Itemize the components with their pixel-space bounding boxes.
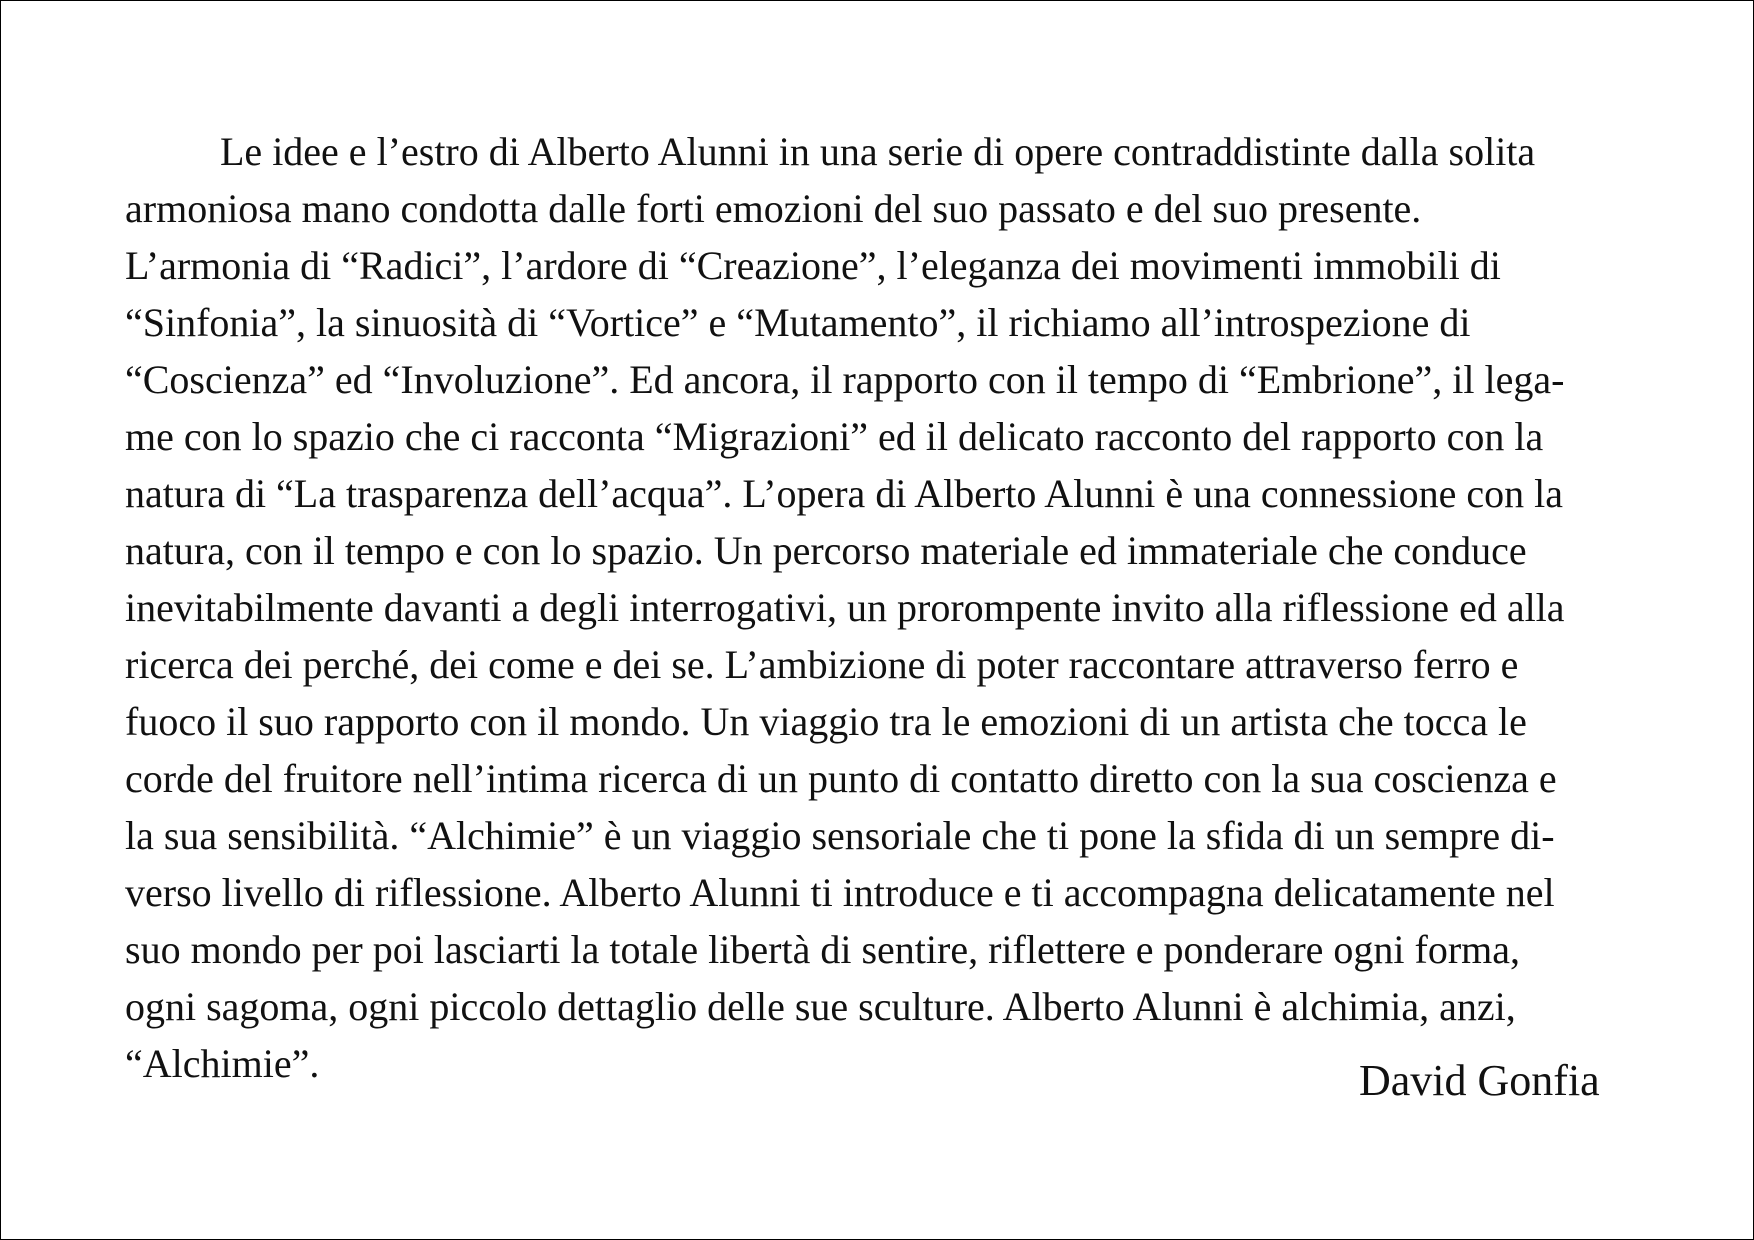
paragraph-line: la sua sensibilità. “Alchimie” è un viaggio sensoriale che ti pone la sfida di un sempre di-: [125, 813, 1555, 858]
paragraph-line: armoniosa mano condotta dalle forti emozioni del suo passato e del suo presente.: [125, 186, 1422, 231]
body-paragraph: [125, 123, 1630, 1092]
paragraph-line: inevitabilmente davanti a degli interrogativi, un prorompente invito alla riflessione ed alla: [125, 585, 1565, 630]
paragraph-line: “Sinfonia”, la sinuosità di “Vortice” e “Mutamento”, il richiamo all’introspezione di: [125, 300, 1471, 345]
paragraph-line: “Coscienza” ed “Involuzione”. Ed ancora, il rapporto con il tempo di “Embrione”, il lega-: [125, 357, 1565, 402]
paragraph-line: corde del fruitore nell’intima ricerca di un punto di contatto diretto con la sua coscienza e: [125, 756, 1557, 801]
paragraph-line: me con lo spazio che ci racconta “Migrazioni” ed il delicato racconto del rapporto con la: [125, 414, 1544, 459]
author-signature: David Gonfia: [1359, 1056, 1600, 1105]
paragraph-line: natura di “La trasparenza dell’acqua”. L’opera di Alberto Alunni è una connessione con la: [125, 471, 1563, 516]
paragraph-line: Le idee e l’estro di Alberto Alunni in una serie di opere contraddistinte dalla solita: [220, 129, 1536, 174]
paragraph-line: “Alchimie”.: [125, 1041, 320, 1086]
paragraph-line: ogni sagoma, ogni piccolo dettaglio delle sue sculture. Alberto Alunni è alchimia, anzi,: [125, 984, 1516, 1029]
paragraph-line: ricerca dei perché, dei come e dei se. L’ambizione di poter raccontare attraverso ferro e: [125, 642, 1519, 687]
paragraph-line: fuoco il suo rapporto con il mondo. Un viaggio tra le emozioni di un artista che tocca le: [125, 699, 1527, 744]
paragraph-line: verso livello di riflessione. Alberto Alunni ti introduce e ti accompagna delicatamente nel: [125, 870, 1555, 915]
paragraph-line: L’armonia di “Radici”, l’ardore di “Creazione”, l’eleganza dei movimenti immobili di: [125, 243, 1501, 288]
paragraph-line: natura, con il tempo e con lo spazio. Un percorso materiale ed immateriale che conduce: [125, 528, 1527, 573]
paragraph-line: suo mondo per poi lasciarti la totale libertà di sentire, riflettere e ponderare ogni forma,: [125, 927, 1521, 972]
